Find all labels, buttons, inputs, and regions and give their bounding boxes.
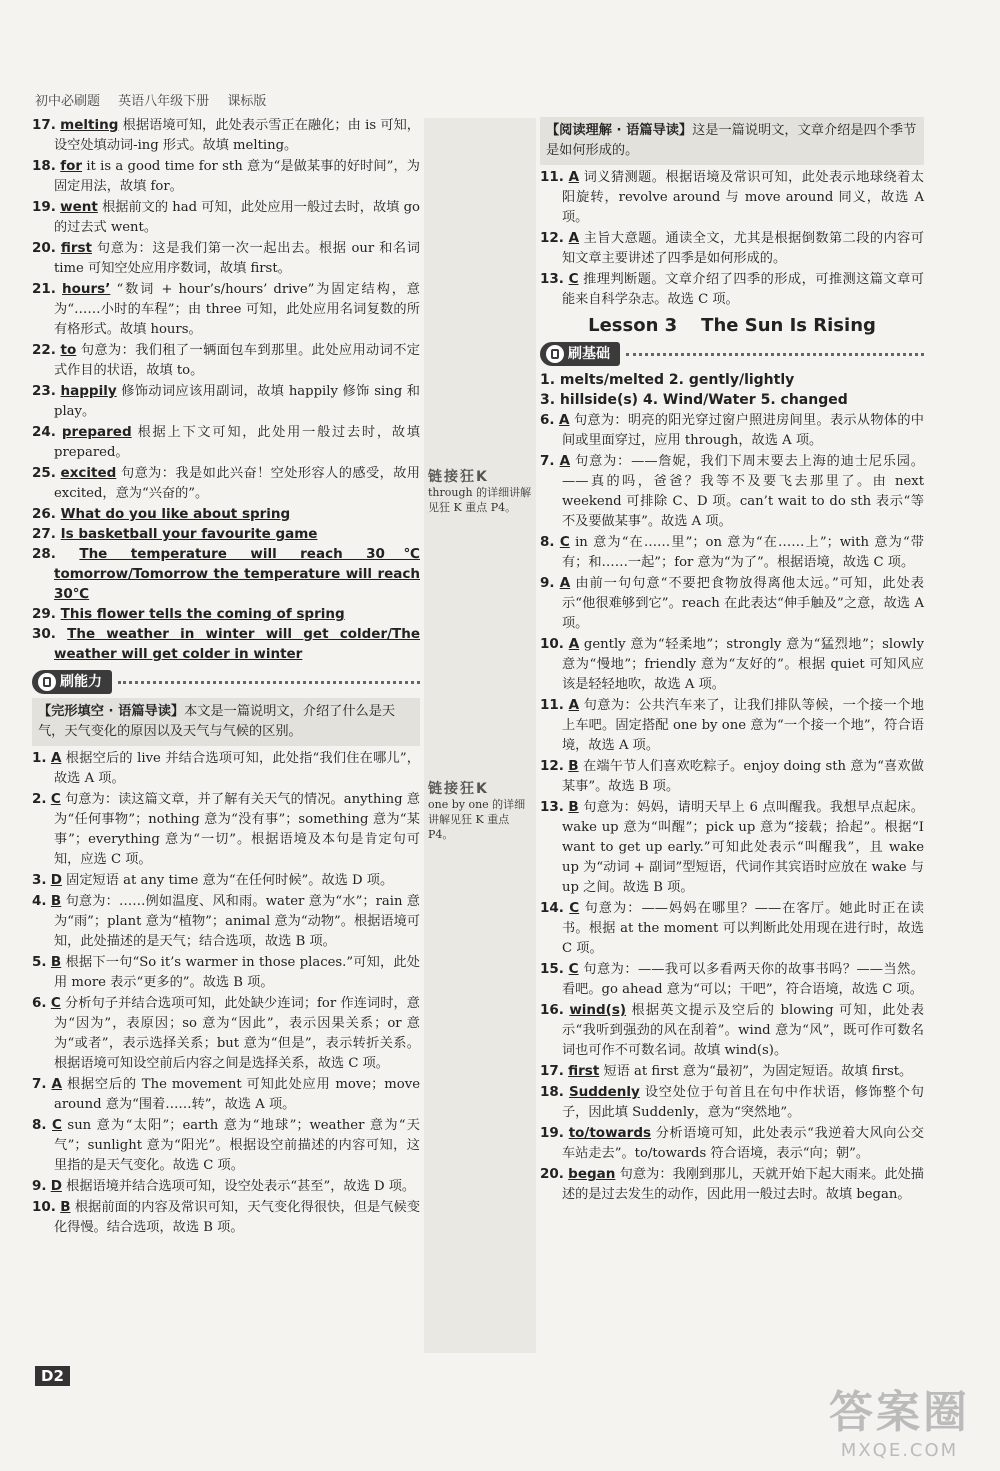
item-explanation: “数词 + hour’s/hours’ drive”为固定结构，意为“……小时的车程”；由 three 可知，此处应用名词复数的所有格形式。故填 hours。 [54,282,420,337]
item-number: 13. [540,271,564,287]
basics-answer-list [540,410,924,1205]
item-answer: B [60,1199,71,1215]
item-number: 15. [540,961,564,977]
item-answer: to [60,342,77,358]
answer-item [540,573,924,634]
item-number: 10. [540,636,564,652]
answer-item [540,410,924,451]
item-explanation: 词义猜测题。根据语境及常识可知，此处表示地球绕着太阳旋转，revolve around 与 move around 同义，故选 A 项。 [562,170,924,225]
item-answer: to/towards [568,1125,652,1141]
dotted-divider [626,353,924,356]
item-answer: B [50,893,62,909]
answer-item [540,898,924,959]
item-number: 1. [32,750,47,766]
item-number: 20. [32,240,56,256]
item-explanation: 根据前文的 had 可知，此处应用一般过去时，故填 go 的过去式 went。 [54,200,420,235]
item-number: 19. [32,199,56,215]
item-answer: hours’ [62,281,111,297]
item-answer: D [50,1178,62,1194]
section-header-ability [32,670,420,694]
sentence-answer-item [32,544,420,604]
item-explanation: 句意为：我是如此兴奋！空处形容人的感受，故用 excited，意为“兴奋的”。 [54,466,420,501]
item-number: 9. [540,575,555,591]
answer-item [32,1176,420,1197]
item-explanation: 固定短语 at any time 意为“在任何时候”。故选 D 项。 [66,873,394,888]
answer-item [32,891,420,952]
item-explanation: in 意为“在……里”；on 意为“在……上”；with 意为“带有；和……一起”；for 意为“为了”。根据语境，故选 C 项。 [562,535,924,570]
item-explanation: 句意为：明亮的阳光穿过窗户照进房间里。表示从物体的中间或里面穿过，应用 through，故选 A 项。 [562,413,924,448]
answer-item [540,1164,924,1205]
link-note-text: one by one 的详细讲解见狂 K 重点 P4。 [428,798,526,841]
item-number: 5. [32,954,47,970]
item-number: 7. [540,453,555,469]
item-answer: A [51,1076,62,1092]
item-number: 23. [32,383,56,399]
item-explanation: 句意为：这是我们第一次一起出去。根据 our 和名词 time 可知空处应用序数词，故填 first。 [54,241,420,276]
book-icon [38,673,56,691]
item-explanation: 句意为：妈妈，请明天早上 6 点叫醒我。我想早点起床。wake up 意为“叫醒”；pick up 意为“接载；拾起”。根据“I want to get up early.”可知此处表示“叫醒我”，且 wake up 为“动词 + 副词”型短语，代词作其宾语时应放在 wake 与 up 之间。故选 B 项。 [562,800,924,895]
margin-column [424,118,536,1353]
item-answer: C [568,271,579,287]
item-answer: B [568,758,579,774]
subject-name: 英语八年级下册 [118,94,210,109]
page-number: D2 [35,1366,70,1386]
item-answer: C [569,900,580,916]
item-number: 29. [32,606,56,622]
item-number: 25. [32,465,56,481]
item-number: 9. [32,1178,47,1194]
item-answer: B [50,954,62,970]
item-number: 27. [32,526,56,542]
section-badge: 刷能力 [32,670,112,694]
item-number: 24. [32,424,56,440]
answer-item [540,695,924,756]
answer-item [32,1074,420,1115]
item-explanation: 句意为：——我可以多看两天你的故事书吗？——当然。看吧。go ahead 意为“可以；干吧”，符合语境，故选 C 项。 [562,962,924,997]
answer-item [540,756,924,797]
answer-list-sentences [32,504,420,664]
item-answer: excited [60,465,117,481]
item-explanation: 句意为：我们租了一辆面包车到那里。此处应用动词不定式作目的状语，故填 to。 [54,343,420,378]
item-explanation: 根据语境可知，此处表示雪正在融化；由 is 可知，设空处填动词-ing 形式。故填 melting。 [54,118,420,153]
left-column [32,115,420,1238]
sentence-answer-item [32,524,420,544]
answer-item [32,381,420,422]
item-number: 11. [540,697,564,713]
answer-item [32,1197,420,1238]
link-note-1 [428,470,533,515]
reading-answer-list [540,167,924,310]
item-number: 8. [32,1117,47,1133]
cloze-answer-list [32,748,420,1238]
item-explanation: 句意为：公共汽车来了，让我们排队等候，一个接一个地上车吧。固定搭配 one by one 意为“一个接一个地”，符合语境，故选 A 项。 [562,698,924,753]
link-note-2 [428,782,533,842]
answer-item [540,1000,924,1061]
dotted-divider [118,681,420,684]
item-number: 19. [540,1125,564,1141]
watermark-url: MXQE.COM [840,1440,959,1461]
item-answer: A [568,230,580,246]
item-explanation: 分析语境可知，此处表示“我逆着大风向公交车站走去”。to/towards 符合语境，表示“向；朝”。 [562,1126,924,1161]
answer-list-part1 [32,115,420,504]
item-answer: A [568,636,580,652]
item-explanation: it is a good time for sth 意为“是做某事的好时间”，为固定用法，故填 for。 [54,159,420,194]
answer-item [540,228,924,269]
item-number: 4. [32,893,47,909]
answer-item [32,238,420,279]
item-answer: Suddenly [568,1084,640,1100]
reading-intro: 【阅读理解 · 语篇导读】这是一篇说明文，文章介绍是四个季节是如何形成的。 [540,117,924,165]
item-number: 16. [540,1002,564,1018]
item-number: 3. [32,872,47,888]
answer-item [32,748,420,789]
right-column [540,115,924,1205]
item-number: 30. [32,626,56,642]
item-explanation: 根据英文提示及空后的 blowing 可知，此处表示“我听到强劲的风在刮着”。wind 意为“风”，既可作可数名词也可作不可数名词。故填 wind(s)。 [562,1003,924,1058]
answer-item [540,634,924,695]
answer-item [540,1061,924,1082]
basics-line-2: 3. hillside(s) 4. Wind/Water 5. changed [540,392,848,408]
lesson-name: The Sun Is Rising [701,315,876,336]
item-number: 2. [32,791,47,807]
answer-item [32,422,420,463]
book-name: 初中必刷题 [35,94,101,109]
item-answer: The weather in winter will get colder/The weather will get colder in winter [54,626,421,662]
page-header [35,90,280,109]
item-number: 28. [32,546,56,562]
item-answer: C [50,995,61,1011]
item-explanation: 在端午节人们喜欢吃粽子。enjoy doing sth 意为“喜欢做某事”。故选 B 项。 [562,759,924,794]
answer-item [32,1115,420,1176]
item-explanation: 根据空后的 The movement 可知此处应用 move；move around 意为“围着……转”，故选 A 项。 [54,1077,420,1112]
answer-item [32,463,420,504]
item-answer: first [568,1063,600,1079]
item-explanation: 由前一句句意“不要把食物放得离他太远。”可知，此处表示“他很难够到它”。reach 在此表达“伸手触及”之意，故选 A 项。 [562,576,924,631]
item-explanation: 句意为：——妈妈在哪里？——在客厅。她此时正在读书。根据 at the moment 可以判断此处用现在进行时，故选 C 项。 [562,901,924,956]
answer-item [540,1123,924,1164]
item-answer: A [568,169,580,185]
item-number: 11. [540,169,564,185]
answer-item [32,115,420,156]
section-header-basics [540,342,924,366]
item-answer: The temperature will reach 30℃ tomorrow/Tomorrow the temperature will reach 30℃ [54,546,420,602]
watermark-text: 答案圈 [829,1387,970,1438]
item-number: 6. [32,995,47,1011]
item-explanation: 根据下一句“So it’s warmer in those places.”可知，此处用 more 表示“更多的”。故选 B 项。 [54,955,420,990]
answer-item [540,1082,924,1123]
answer-item [540,532,924,573]
item-explanation: 主旨大意题。通读全文，尤其是根据倒数第二段的内容可知文章主要讲述了四季是如何形成的。 [562,231,924,266]
item-number: 12. [540,758,564,774]
link-note-title: 链接狂K [428,781,489,797]
item-explanation: 根据语境并结合选项可知，设空处表示“甚至”，故选 D 项。 [66,1179,416,1194]
item-explanation: 句意为：我刚到那儿，天就开始下起大雨来。此处描述的是过去发生的动作，因此用一般过去时。故填 began。 [562,1167,924,1202]
sentence-answer-item [32,504,420,524]
item-answer: What do you like about spring [60,506,291,522]
item-number: 17. [32,117,56,133]
item-explanation: 句意为：读这篇文章，并了解有关天气的情况。anything 意为“任何事物”；nothing 意为“没有事”；something 意为“某事”；everything 意为“一切”。根据语境及本句是肯定句可知，应选 C 项。 [54,792,420,867]
item-explanation: 根据空后的 live 并结合选项可知，此处指“我们住在哪儿”，故选 A 项。 [54,751,420,786]
item-number: 21. [32,281,56,297]
item-answer: wind(s) [569,1002,627,1018]
answer-item [32,993,420,1074]
item-number: 12. [540,230,564,246]
item-explanation: 推理判断题。文章介绍了四季的形成，可推测这篇文章可能来自科学杂志。故选 C 项。 [562,272,924,307]
answer-item [32,279,420,340]
item-answer: C [559,534,570,550]
item-explanation: 根据上下文可知，此处用一般过去时，故填 prepared。 [54,425,420,460]
item-explanation: 分析句子并结合选项可知，此处缺少连词；for 作连词时，意为“因为”，表原因；so 意为“因此”，表示因果关系；or 意为“或者”，表示选择关系；but 意为“但是”，表示转折关系。根据语境可知设空前后内容之间是选择关系，故选 C 项。 [54,996,420,1071]
item-answer: A [559,575,571,591]
answer-item [540,167,924,228]
item-explanation: 句意为：——詹妮，我们下周末要去上海的迪士尼乐园。——真的吗，爸爸？我等不及要飞去那里了。由 next weekend 可排除 C、D 项。can’t wait to do sth 表示“等不及要做某事”。故选 A 项。 [562,454,924,529]
item-number: 14. [540,900,564,916]
item-answer: C [50,791,61,807]
item-answer: for [60,158,83,174]
answer-item [32,952,420,993]
item-answer: A [559,412,570,428]
sentence-answer-item [32,604,420,624]
item-number: 10. [32,1199,56,1215]
item-number: 18. [540,1084,564,1100]
answer-item [32,340,420,381]
basics-line-1: 1. melts/melted 2. gently/lightly [540,372,795,388]
item-number: 7. [32,1076,47,1092]
item-number: 22. [32,342,56,358]
item-number: 6. [540,412,555,428]
answer-item [32,789,420,870]
item-answer: A [50,750,62,766]
item-answer: began [568,1166,616,1182]
item-explanation: sun 意为“太阳”；earth 意为“地球”；weather 意为“天气”；sunlight 意为“阳光”。根据设空前描述的内容可知，这里指的是天气变化。故选 C 项。 [54,1118,420,1173]
cloze-intro: 【完形填空 · 语篇导读】本文是一篇说明文，介绍了什么是天气，天气变化的原因以及天气与气候的区别。 [32,698,420,746]
sentence-answer-item [32,624,420,664]
section-badge: 刷基础 [540,342,620,366]
answer-item [32,197,420,238]
item-explanation: 短语 at first 意为“最初”，为固定短语。故填 first。 [603,1064,913,1079]
link-note-title: 链接狂K [428,469,489,485]
item-explanation: 根据前面的内容及常识可知，天气变化得很快，但是气候变化得慢。结合选项，故选 B 项。 [54,1200,420,1235]
item-explanation: gently 意为“轻柔地”；strongly 意为“猛烈地”；slowly 意为“慢地”；friendly 意为“友好的”。根据 quiet 可知风应该是轻轻地吹，故选 A 项。 [562,637,924,692]
lesson-number: Lesson 3 [588,315,678,336]
item-number: 26. [32,506,56,522]
answer-item [32,156,420,197]
item-number: 20. [540,1166,564,1182]
link-note-text: through 的详细讲解见狂 K 重点 P4。 [428,486,532,514]
item-answer: happily [60,383,117,399]
item-answer: C [568,961,579,977]
item-answer: This flower tells the coming of spring [60,606,345,622]
item-number: 18. [32,158,56,174]
item-answer: prepared [61,424,132,440]
item-number: 8. [540,534,555,550]
answer-item [540,959,924,1000]
item-answer: first [60,240,92,256]
answer-item [540,269,924,310]
edition-name: 课标版 [227,94,267,109]
book-icon [546,345,564,363]
watermark [829,1376,970,1461]
item-answer: D [50,872,62,888]
item-explanation: 设空处位于句首且在句中作状语，修饰整个句子，因此填 Suddenly，意为“突然地”。 [562,1085,924,1120]
item-answer: A [568,697,580,713]
item-answer: melting [60,117,119,133]
lesson-title [540,316,924,336]
item-answer: Is basketball your favourite game [60,526,318,542]
item-answer: A [559,453,571,469]
answer-item [540,451,924,532]
item-answer: went [60,199,98,215]
item-number: 13. [540,799,564,815]
answer-item [32,870,420,891]
item-answer: B [568,799,579,815]
answer-item [540,797,924,898]
item-number: 17. [540,1063,564,1079]
item-explanation: 修饰动词应该用副词，故填 happily 修饰 sing 和 play。 [54,384,420,419]
item-answer: C [52,1117,62,1133]
item-explanation: 句意为：……例如温度、风和雨。water 意为“水”；rain 意为“雨”；plant 意为“植物”；animal 意为“动物”。根据语境可知，此处描述的是天气；结合选项，故选 B 项。 [54,894,420,949]
